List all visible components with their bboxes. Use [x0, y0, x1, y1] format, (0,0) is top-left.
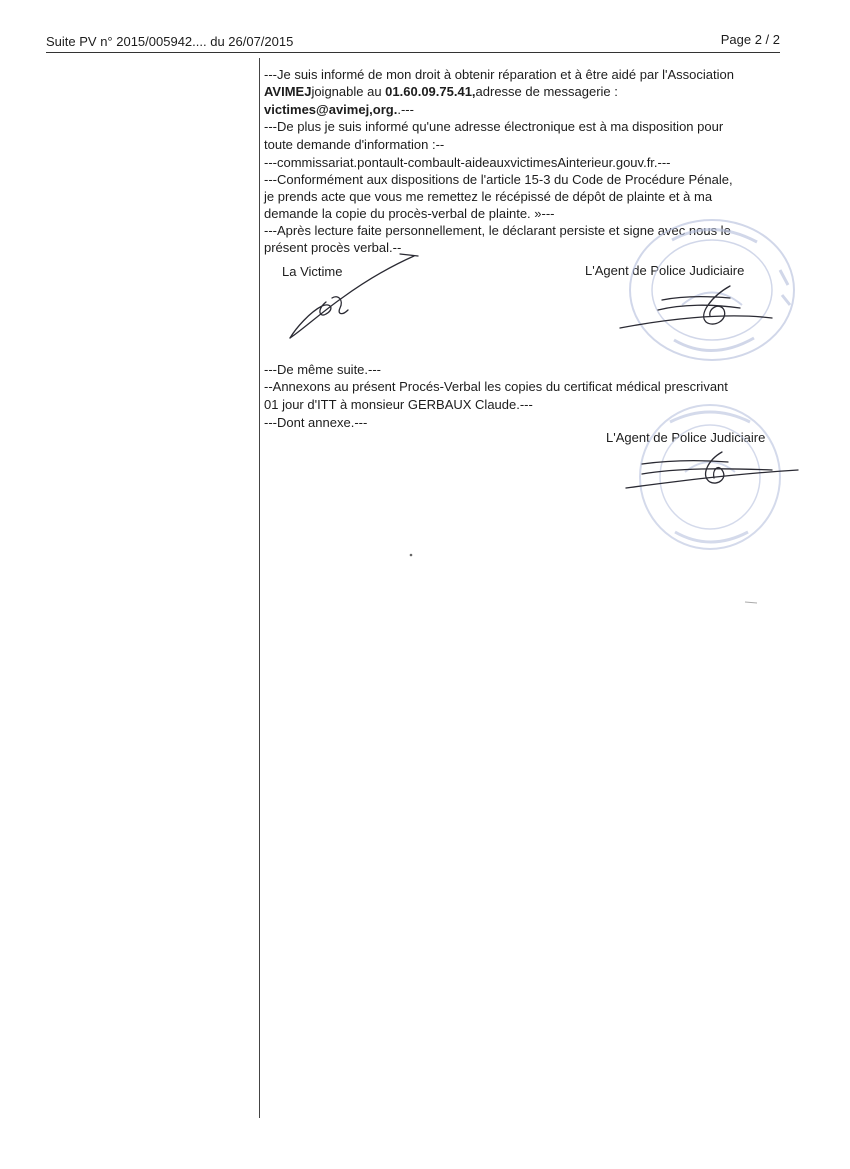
text-line: ---Conformément aux dispositions de l'article 15-3 du Code de Procédure Pénale,	[264, 172, 733, 187]
agent-signature-label: L'Agent de Police Judiciaire	[606, 430, 766, 445]
text-line: je prends acte que vous me remettez le récépissé de dépôt de plainte et à ma	[264, 189, 713, 204]
text-segment: .---	[397, 102, 414, 117]
victim-signature-label: La Victime	[282, 264, 343, 279]
text-line	[264, 83, 780, 100]
victim-signature-icon	[282, 250, 422, 345]
text-line: toute demande d'information :--	[264, 137, 445, 152]
text-segment: joignable au	[311, 84, 386, 99]
text-segment: adresse de messagerie :	[475, 84, 618, 99]
text-line	[264, 101, 780, 118]
text-line: --Annexons au présent Procés-Verbal les copies du certificat médical prescrivant	[264, 379, 728, 394]
agent-signature-icon	[612, 282, 782, 338]
email-address: victimes@avimej,org.	[264, 102, 398, 117]
page-header	[46, 32, 780, 53]
agent-signature-icon	[622, 448, 802, 492]
text-line: 01 jour d'ITT à monsieur GERBAUX Claude.---	[264, 397, 533, 412]
page-number: Page 2 / 2	[720, 32, 780, 47]
agent-signature-label: L'Agent de Police Judiciaire	[585, 263, 745, 278]
text-line: présent procès verbal.--	[264, 240, 402, 255]
pv-reference: Suite PV n° 2015/005942.... du 26/07/2015	[46, 34, 294, 49]
phone-number: 01.60.09.75.41,	[385, 84, 476, 99]
text-line: demande la copie du procès-verbal de plainte. »---	[264, 206, 555, 221]
text-line: ---Dont annexe.---	[264, 415, 368, 430]
association-name: AVIMEJ	[264, 84, 312, 99]
speck-icon	[744, 600, 758, 604]
margin-rule	[259, 58, 260, 1118]
text-line: ---Après lecture faite personnellement, le déclarant persiste et signe avec nous le	[264, 223, 731, 238]
speck-icon	[408, 552, 414, 558]
text-line: ---Je suis informé de mon droit à obtenir réparation et à être aidé par l'Association	[264, 67, 734, 82]
text-line: ---De même suite.---	[264, 362, 382, 377]
text-line: ---De plus je suis informé qu'une adresse électronique est à ma disposition pour	[264, 119, 724, 134]
text-line: ---commissariat.pontault-combault-aideauxvictimesAinterieur.gouv.fr.---	[264, 155, 671, 170]
